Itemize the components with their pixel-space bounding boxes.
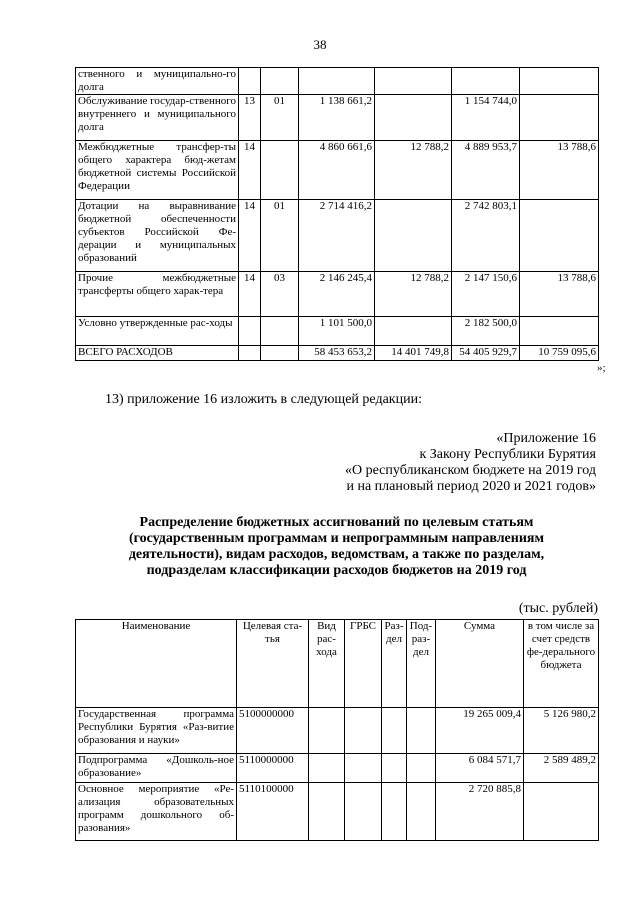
row-amount-d: 13 788,6 — [520, 141, 599, 200]
appendix-header-line: и на плановый период 2020 и 2021 годов» — [346, 479, 596, 494]
row-podrazdel: 01 — [261, 95, 299, 141]
header-grbs: ГРБС — [345, 620, 382, 708]
row-amount-b — [375, 95, 452, 141]
row-name: ственного и муниципально-го долга — [76, 68, 239, 95]
appendix-header-line: к Закону Республики Бурятия — [419, 447, 596, 462]
row-federal: 2 589 489,2 — [524, 754, 599, 783]
row-amount-d — [520, 95, 599, 141]
row-razdel — [382, 754, 407, 783]
table-row — [76, 272, 599, 317]
row-podrazdel: 03 — [261, 272, 299, 317]
row-grbs — [345, 754, 382, 783]
row-podrazdel — [407, 783, 436, 841]
title-line: подразделам классификации расходов бюджетов на 2019 год — [146, 563, 527, 578]
title-line: (государственным программам и непрограммным направлениям — [128, 531, 545, 546]
row-name: Обслуживание государ-ственного внутреннего и муниципального долга — [76, 95, 239, 141]
row-podrazdel — [261, 141, 299, 200]
row-podrazdel — [261, 317, 299, 346]
row-amount-b — [375, 200, 452, 272]
row-target: 5110000000 — [237, 754, 309, 783]
table-row — [76, 754, 599, 783]
title-line: Распределение бюджетных ассигнований по целевым статьям — [139, 515, 534, 530]
row-name: Прочие межбюджетные трансферты общего харак-тера — [76, 272, 239, 317]
row-podrazdel — [261, 346, 299, 361]
header-razdel: Раз-дел — [382, 620, 407, 708]
row-amount-d — [520, 317, 599, 346]
table-header-row — [76, 620, 599, 708]
row-name: Условно утвержденные рас-ходы — [76, 317, 239, 346]
row-amount-c — [452, 68, 520, 95]
row-amount-d: 10 759 095,6 — [520, 346, 599, 361]
row-amount-a: 58 453 653,2 — [299, 346, 375, 361]
row-amount-b — [375, 68, 452, 95]
row-amount-d: 13 788,6 — [520, 272, 599, 317]
amendment-instruction: 13) приложение 16 изложить в следующей редакции: — [105, 392, 422, 407]
appendix-header — [345, 431, 596, 495]
document-title — [75, 515, 598, 579]
table-row — [76, 783, 599, 841]
row-razdel: 14 — [239, 200, 261, 272]
row-amount-a: 1 138 661,2 — [299, 95, 375, 141]
row-amount-a: 4 860 661,6 — [299, 141, 375, 200]
row-amount-a: 1 101 500,0 — [299, 317, 375, 346]
table-row — [76, 141, 599, 200]
appendix-header-line: «Приложение 16 — [496, 431, 596, 446]
table-row — [76, 317, 599, 346]
units-label: (тыс. рублей) — [518, 601, 598, 616]
row-razdel — [239, 346, 261, 361]
row-name: Дотации на выравнивание бюджетной обеспеченности субъектов Российской Фе-дерации и муниципальных образований — [76, 200, 239, 272]
row-razdel — [239, 317, 261, 346]
table-row — [76, 68, 599, 95]
top-budget-table — [75, 67, 599, 361]
row-amount-b — [375, 317, 452, 346]
page-number: 38 — [313, 37, 327, 52]
row-target: 5100000000 — [237, 708, 309, 754]
row-name: Подпрограмма «Дошколь-ное образование» — [76, 754, 237, 783]
row-amount-c: 4 889 953,7 — [452, 141, 520, 200]
title-line: деятельности), видам расходов, ведомствам, а также по разделам, — [128, 547, 545, 562]
row-amount-c: 2 182 500,0 — [452, 317, 520, 346]
row-amount-a: 2 714 416,2 — [299, 200, 375, 272]
row-vid — [309, 708, 345, 754]
header-podrazdel: Под-раз-дел — [407, 620, 436, 708]
header-target: Целевая ста-тья — [237, 620, 309, 708]
table-row — [76, 95, 599, 141]
row-amount-c: 2 147 150,6 — [452, 272, 520, 317]
table-row-total — [76, 346, 599, 361]
row-amount-c: 1 154 744,0 — [452, 95, 520, 141]
header-name: Наименование — [76, 620, 237, 708]
row-amount-b: 12 788,2 — [375, 141, 452, 200]
row-name: ВСЕГО РАСХОДОВ — [76, 346, 239, 361]
row-razdel — [382, 783, 407, 841]
row-target: 5110100000 — [237, 783, 309, 841]
row-name: Основное мероприятие «Ре-ализация образовательных программ дошкольного об-разования» — [76, 783, 237, 841]
closing-quote: »; — [597, 362, 606, 374]
row-amount-c: 54 405 929,7 — [452, 346, 520, 361]
row-vid — [309, 783, 345, 841]
row-razdel — [382, 708, 407, 754]
row-vid — [309, 754, 345, 783]
row-razdel: 14 — [239, 272, 261, 317]
row-razdel: 14 — [239, 141, 261, 200]
row-sum: 2 720 885,8 — [436, 783, 524, 841]
row-razdel — [239, 68, 261, 95]
row-podrazdel — [407, 708, 436, 754]
row-grbs — [345, 708, 382, 754]
header-federal: в том числе за счет средств фе-дерального бюджета — [524, 620, 599, 708]
table-row — [76, 200, 599, 272]
row-amount-d — [520, 200, 599, 272]
row-federal: 5 126 980,2 — [524, 708, 599, 754]
table-row — [76, 708, 599, 754]
row-amount-c: 2 742 803,1 — [452, 200, 520, 272]
row-amount-b: 12 788,2 — [375, 272, 452, 317]
row-podrazdel: 01 — [261, 200, 299, 272]
appendix-header-line: «О республиканском бюджете на 2019 год — [345, 463, 596, 478]
row-razdel: 13 — [239, 95, 261, 141]
row-amount-d — [520, 68, 599, 95]
row-podrazdel — [407, 754, 436, 783]
row-amount-a — [299, 68, 375, 95]
row-name: Межбюджетные трансфер-ты общего характера бюд-жетам бюджетной системы Российской Федерации — [76, 141, 239, 200]
row-podrazdel — [261, 68, 299, 95]
row-grbs — [345, 783, 382, 841]
row-amount-a: 2 146 245,4 — [299, 272, 375, 317]
row-sum: 6 084 571,7 — [436, 754, 524, 783]
row-sum: 19 265 009,4 — [436, 708, 524, 754]
row-name: Государственная программа Республики Бурятия «Раз-витие образования и науки» — [76, 708, 237, 754]
allocation-table — [75, 619, 599, 841]
header-vid: Вид рас-хода — [309, 620, 345, 708]
row-amount-b: 14 401 749,8 — [375, 346, 452, 361]
row-federal — [524, 783, 599, 841]
header-sum: Сумма — [436, 620, 524, 708]
